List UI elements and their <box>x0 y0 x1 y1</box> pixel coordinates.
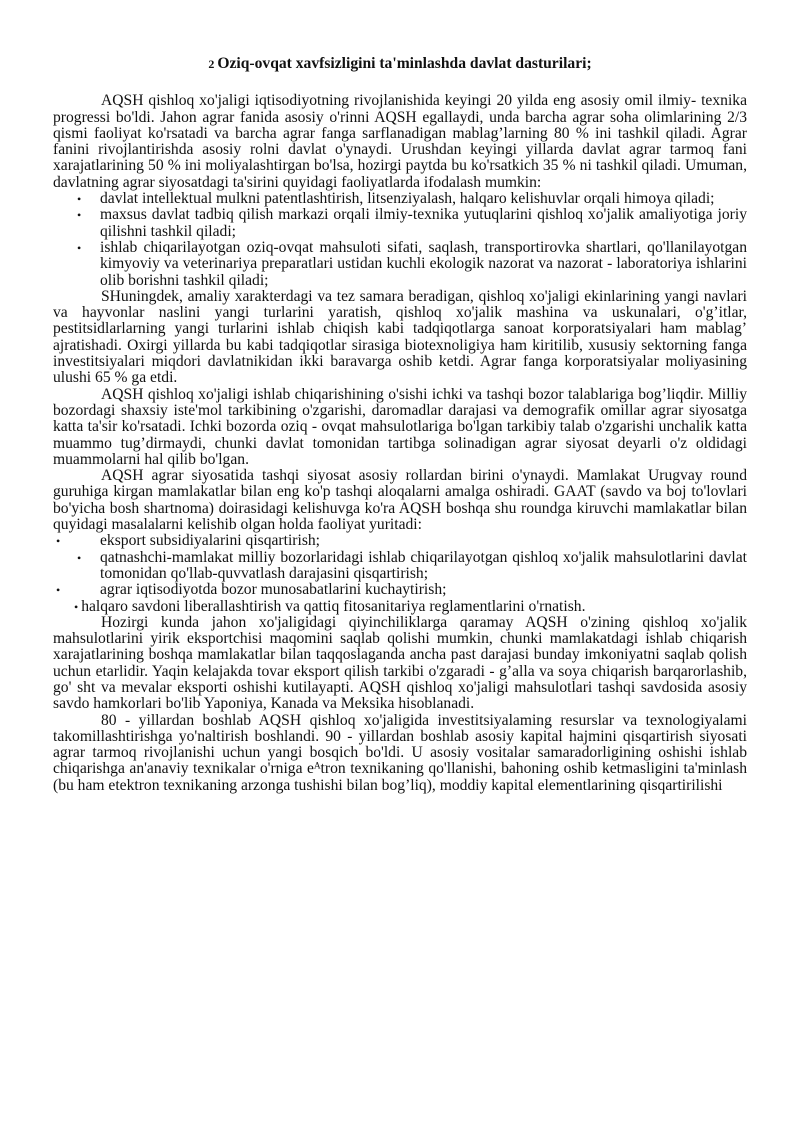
paragraph-3: AQSH qishloq xo'jaligi ishlab chiqarishining o'sishi ichki va tashqi bozor talablariga bog’liqdir. Milliy bozordagi shaxsiy iste'mol tarkibining o'zgarishi, daromadlar darajasi va demografik omillar agrar siyosatga katta ta'sir ko'rsatadi. Ichki bozorda oziq - ovqat mahsulotlariga bo'lgan tarkibiy talab o'zgarishi unchalik katta muammo tug’dirmaydi, chunki davlat tomonidan tartibga solinadigan agrar siyosat deyarli o'z oldidagi muammolarni hal qilib bo'lgan. <box>53 385 747 468</box>
list-item-text: davlat intellektual mulkni patentlashtirish, litsenziyalash, halqaro kelishuvlar orqali himoya qiladi; <box>100 190 715 208</box>
bullet-icon: • <box>77 240 82 255</box>
section-heading <box>53 56 747 72</box>
list-item <box>53 207 747 240</box>
paragraph-6: 80 - yillardan boshlab AQSH qishloq xo'jaligida investitsiyalaming resurslar va texnologiyalami takomillashtirishga yo'naltirish boshlandi. 90 - yillardan boshlab asosiy kapital hajmini qisqartirish siyosati agrar tarmoq rivojlanishi uchun yangi bosqich bo'ldi. U asosiy vositalar samaradorligining oshishi ishlab chiqarishga an'anaviy texnikalar o'rniga eᴬtron texnikaning qo'llanishi, bahoning oshib ketmasligini ta'minlash (bu ham etektron texnikaning arzonga tushishi bilan bog’liq), moddiy kapital elementlarining qisqartirilishi <box>53 711 747 794</box>
paragraph-2: SHuningdek, amaliy xarakterdagi va tez samara beradigan, qishloq xo'jaligi ekinlarining yangi navlari va hayvonlar naslini yangi turlarini yaratish, qishloq xo'jalik mashina va uskunalari, o'g’itlar, pestitsidlarlarning yangi turlarini ishlab chiqish kabi tadqiqotlarga sanoat korporatsiyalari ham mablag’ ajratishadi. Oxirgi yillarda bu kabi tadqiqotlar sirasiga biotexnoligiya ham kiritilib, xususiy sektorning fanga investitsiyalari miqdori davlatnikidan ikki baravarga oshib ketdi. Agrar fanga korporatsiyalar moliyasining ulushi 65 % ga etdi. <box>53 287 747 387</box>
list-item <box>53 550 747 583</box>
list-item-text: agrar iqtisodiyotda bozor munosabatlarini kuchaytirish; <box>100 581 447 599</box>
list-item <box>53 582 747 598</box>
list-item-text: maxsus davlat tadbiq qilish markazi orqali ilmiy-texnika yutuqlarini qishloq xo'jalik amaliyotiga joriy qilishni tashkil qiladi; <box>100 206 747 240</box>
bullet-icon: • <box>56 534 61 549</box>
bullet-icon: • <box>77 192 82 207</box>
list-item-text: eksport subsidiyalarini qisqartirish; <box>100 532 321 550</box>
state-activities-list <box>53 191 747 289</box>
bullet-icon: • <box>77 208 82 223</box>
bullet-icon: • <box>77 550 82 565</box>
list-item <box>53 599 747 615</box>
paragraph-5: Hozirgi kunda jahon xo'jaligidagi qiyinchiliklarga qaramay AQSH o'zining qishloq xo'jalik mahsulotlarini yirik eksportchisi maqomini saqlab qolishi mumkin, chunki mamlakatdagi ishlab chiqarish xarajatlarining boshqa mamlakatlar bilan taqqoslaganda ancha past darajasi bunday imkoniyatni saqlab qolish uchun etarlidir. Yaqin kelajakda tovar eksport qilish tarkibi o'zgaradi - g’alla va soya chiqarish barqarorlashib, go' sht va mevalar eksporti oshishi kutilayapti. AQSH qishloq xo'jaligi mahsulotlari tashqi savdosida asosiy savdo hamkorlari bo'lib Yaponiya, Kanada va Meksika hisoblanadi. <box>53 613 747 713</box>
section-title: Oziq-ovqat xavfsizligini ta'minlashda davlat dasturilari; <box>217 55 592 72</box>
list-item <box>53 191 747 207</box>
bullet-icon: • <box>56 583 61 598</box>
paragraph-1: AQSH qishloq xo'jaligi iqtisodiyotning rivojlanishida keyingi 20 yilda eng asosiy omil ilmiy- texnika progressi bo'ldi. Jahon agrar fanida asosiy o'rinni AQSH egallaydi, unda barcha agrar soha olimlarining 2/3 qismi faoliyat ko'rsatadi va barcha agrar fanga sarflanadigan mablag’larning 80 % ini tashkil qiladi. Agrar fanini rivojlantirishda asosiy rolni davlat o'ynaydi. Urushdan keyingi yillarda davlat agrar tarmoq fani xarajatlarining 50 % ini moliyalashtirgan bo'lsa, hozirgi paytda bu ko'rsatkich 35 % ni tashkil qiladi. Umuman, davlatning agrar siyosatdagi ta'sirini quyidagi faoliyatlarda ifodalash mumkin: <box>53 92 747 191</box>
list-item <box>53 240 747 289</box>
list-item-text: ishlab chiqarilayotgan oziq-ovqat mahsuloti sifati, saqlash, transportirovka shartlari, qo'llanilayotgan kimyoviy va veterinariya preparatlari ustidan kuchli ekologik nazorat va nazorat - laboratoriya ishlarini olib borishni tashkil qiladi; <box>100 238 747 289</box>
section-number: 2 <box>208 57 215 71</box>
bullet-icon: • <box>74 599 79 614</box>
paragraph-4: AQSH agrar siyosatida tashqi siyosat asosiy rollardan birini o'ynaydi. Mamlakat Urugvay round guruhiga kirgan mamlakatlar bilan eng ko'p tashqi aloqalarni amalga oshiradi. GAAT (savdo va boj to'lovlari bo'yicha bosh shartnoma) doirasidagi kelishuvga ko'ra AQSH boshqa shu roundga kiruvchi mamlakatlar bilan quyidagi masalalarni kelishib olgan holda faoliyat yuritadi: <box>53 467 747 534</box>
list-item <box>53 533 747 549</box>
agreement-issues-list <box>53 533 747 614</box>
list-item-text: halqaro savdoni liberallashtirish va qattiq fitosanitariya reglamentlarini o'rnatish. <box>81 597 586 615</box>
list-item-text: qatnashchi-mamlakat milliy bozorlaridagi ishlab chiqarilayotgan qishloq xo'jalik mahsulotlarini davlat tomonidan qo'llab-quvvatlash darajasini qisqartirish; <box>100 548 747 582</box>
